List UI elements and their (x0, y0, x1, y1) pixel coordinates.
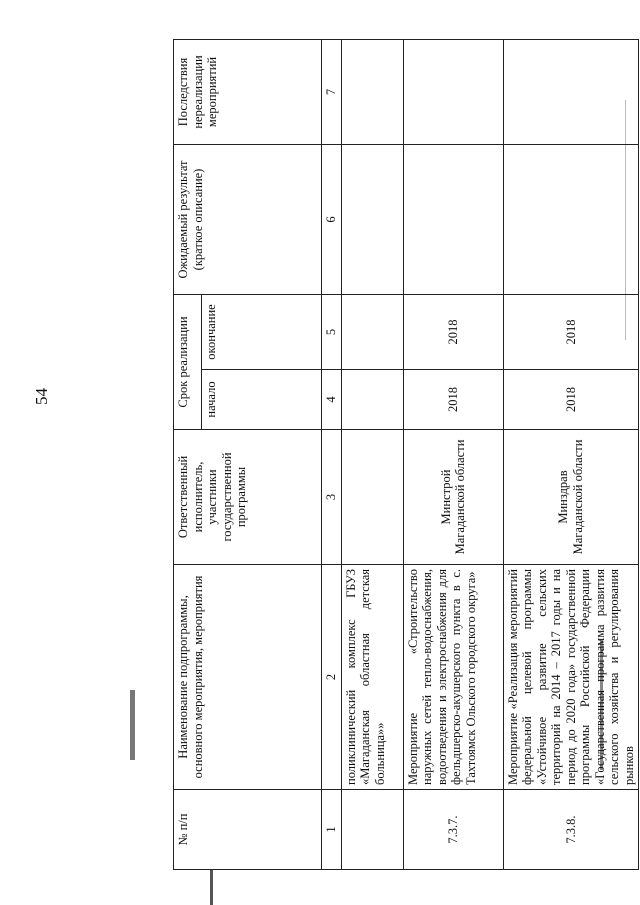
row-num: 7.3.8. (503, 790, 639, 870)
row-num (341, 790, 403, 870)
row-consequences (503, 39, 639, 144)
column-number: 2 (322, 565, 342, 790)
row-consequences (341, 39, 403, 144)
header-period: Срок реализации (174, 294, 202, 429)
row-result (503, 144, 639, 294)
column-number: 4 (322, 370, 342, 430)
row-start (341, 370, 403, 430)
row-name: Мероприятие «Строительство наружных сетей тепло-водоснабжения, водоотведения и электроснабжения для фельдшерско-акушерского пункта в с. Тахтоямск Ольского городского округа» (403, 565, 503, 790)
column-number: 5 (322, 294, 342, 369)
column-number: 7 (322, 39, 342, 144)
row-start: 2018 (503, 370, 639, 430)
table-row (341, 39, 403, 869)
header-consequences: Последствия нереализации мероприятий (174, 39, 322, 144)
row-end: 2018 (403, 294, 503, 369)
row-num: 7.3.7. (403, 790, 503, 870)
table-row (403, 39, 503, 869)
header-end: окончание (202, 294, 322, 369)
row-consequences (403, 39, 503, 144)
row-executor: Минстрой Магаданской области (403, 430, 503, 565)
header-name: Наименование подпрограммы, основного мероприятия, мероприятия (174, 565, 322, 790)
header-result: Ожидаемый результат (краткое описание) (174, 144, 322, 294)
column-number: 6 (322, 144, 342, 294)
rotated-page-content (173, 40, 636, 870)
row-end (341, 294, 403, 369)
row-result (341, 144, 403, 294)
column-number: 3 (322, 430, 342, 565)
header-start: начало (202, 370, 322, 430)
row-executor: Минздрав Магаданской области (503, 430, 639, 565)
header-executor: Ответственный исполнитель, участники государственной программы (174, 430, 322, 565)
row-name: поликлинический комплекс ГБУЗ «Магаданская областная детская больница»» (341, 565, 403, 790)
page-number: 54 (32, 388, 51, 405)
row-executor (341, 430, 403, 565)
header-num: № п/п (174, 790, 322, 870)
row-name: Мероприятие «Реализация мероприятий федеральной целевой программы «Устойчивое развитие сельских территорий на 2014 – 2017 годы и на период до 2020 года» государственной программы Российской Федерации «Государственная программа развития сельского хозяйства и регулирования рынков (503, 565, 639, 790)
table-row (503, 39, 639, 869)
row-end: 2018 (503, 294, 639, 369)
row-result (403, 144, 503, 294)
column-number: 1 (322, 790, 342, 870)
scan-artifact (130, 690, 135, 760)
row-start: 2018 (403, 370, 503, 430)
plan-table (173, 39, 639, 870)
scan-artifact (210, 870, 213, 905)
